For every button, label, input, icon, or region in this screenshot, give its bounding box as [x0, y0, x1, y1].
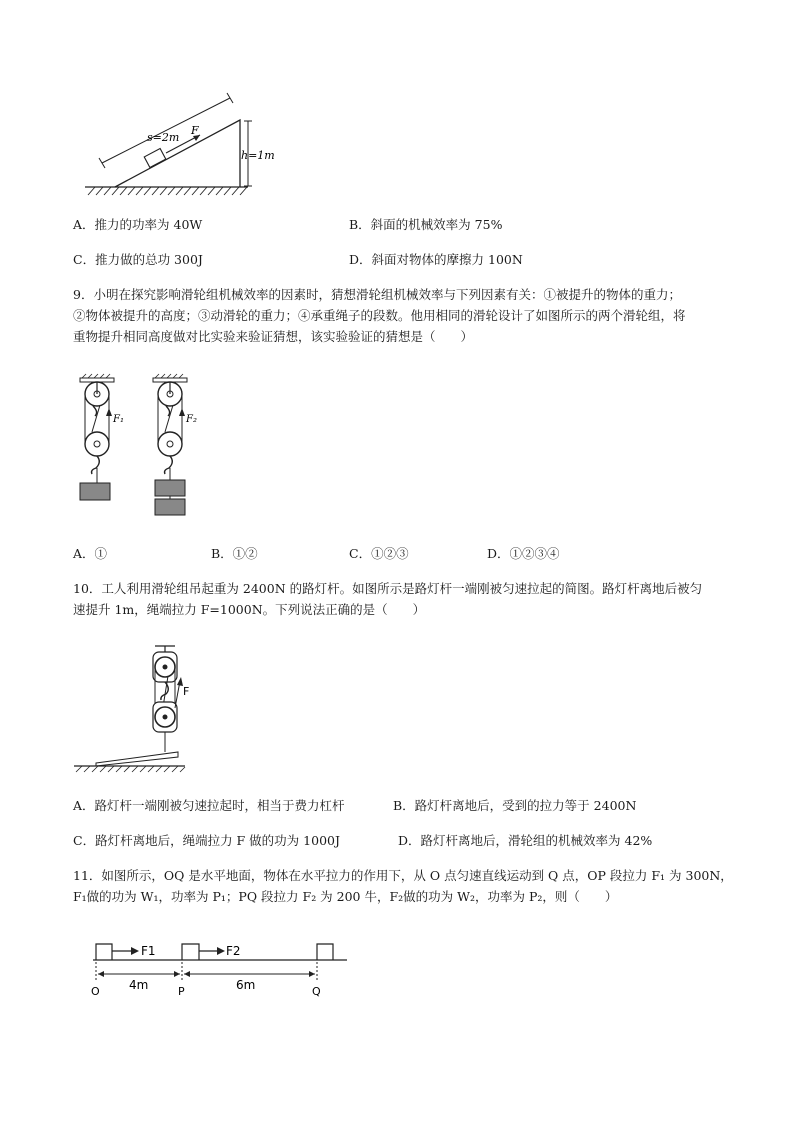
q9-option-d: D．①②③④	[487, 546, 560, 561]
q10-option-c: C．路灯杆离地后，绳端拉力 F 做的功为 1000J	[73, 833, 340, 848]
f2-label: F₂	[186, 414, 197, 425]
force-label: F	[183, 685, 190, 698]
q9-text-line3: 重物提升相同高度做对比实验来验证猜想，该实验验证的猜想是（ ）	[73, 329, 474, 344]
q9-text-line1: 9．小明在探究影响滑轮组机械效率的因素时，猜想滑轮组机械效率与下列因素有关：①被提升的物体的重力；	[73, 287, 681, 302]
q10-text-line2: 速提升 1m，绳端拉力 F=1000N。下列说法正确的是（ ）	[73, 602, 426, 617]
force-label: F	[191, 124, 199, 137]
q8-option-b: B．斜面的机械效率为 75%	[349, 217, 503, 232]
distance-pq-label: 6m	[236, 978, 256, 992]
h-label: h=1m	[241, 149, 275, 162]
q10-option-d: D．路灯杆离地后，滑轮组的机械效率为 42%	[398, 833, 653, 848]
q10-option-a: A．路灯杆一端刚被匀速拉起时，相当于费力杠杆	[73, 798, 345, 813]
point-q-label: Q	[312, 985, 321, 998]
point-p-label: P	[178, 985, 185, 998]
q8-option-a: A．推力的功率为 40W	[73, 217, 203, 232]
q11-text-line2: F₁做的功为 W₁，功率为 P₁；PQ 段拉力 F₂ 为 200 牛，F₂做的功为 W₂，功率为 P₂，则（ ）	[73, 889, 618, 904]
q9-option-b: B．①②	[211, 546, 258, 561]
f2-label: F2	[226, 944, 241, 958]
box-at-q	[317, 944, 333, 960]
distance-op-label: 4m	[129, 978, 149, 992]
q10-option-b: B．路灯杆离地后，受到的拉力等于 2400N	[393, 798, 637, 813]
q9-text-line2: ②物体被提升的高度；③动滑轮的重力；④承重绳子的段数。他用相同的滑轮设计了如图所示的两个滑轮组，将	[73, 308, 686, 323]
q9-option-a: A．①	[73, 546, 108, 561]
q11-text-line1: 11．如图所示，OQ 是水平地面，物体在水平拉力的作用下，从 O 点匀速直线运动到 Q 点，OP 段拉力 F₁ 为 300N，	[73, 868, 733, 883]
q8-option-c: C．推力做的总功 300J	[73, 252, 203, 267]
box-at-p	[182, 944, 199, 960]
s-label: s=2m	[147, 131, 180, 144]
point-o-label: O	[91, 985, 100, 998]
f1-label: F1	[141, 944, 156, 958]
q9-option-c: C．①②③	[349, 546, 409, 561]
q10-text-line1: 10．工人利用滑轮组吊起重为 2400N 的路灯杆。如图所示是路灯杆一端刚被匀速拉起的简图。路灯杆离地后被匀	[73, 581, 703, 596]
f1-label: F₁	[113, 414, 124, 425]
q8-option-d: D．斜面对物体的摩擦力 100N	[349, 252, 523, 267]
box-at-o	[96, 944, 112, 960]
